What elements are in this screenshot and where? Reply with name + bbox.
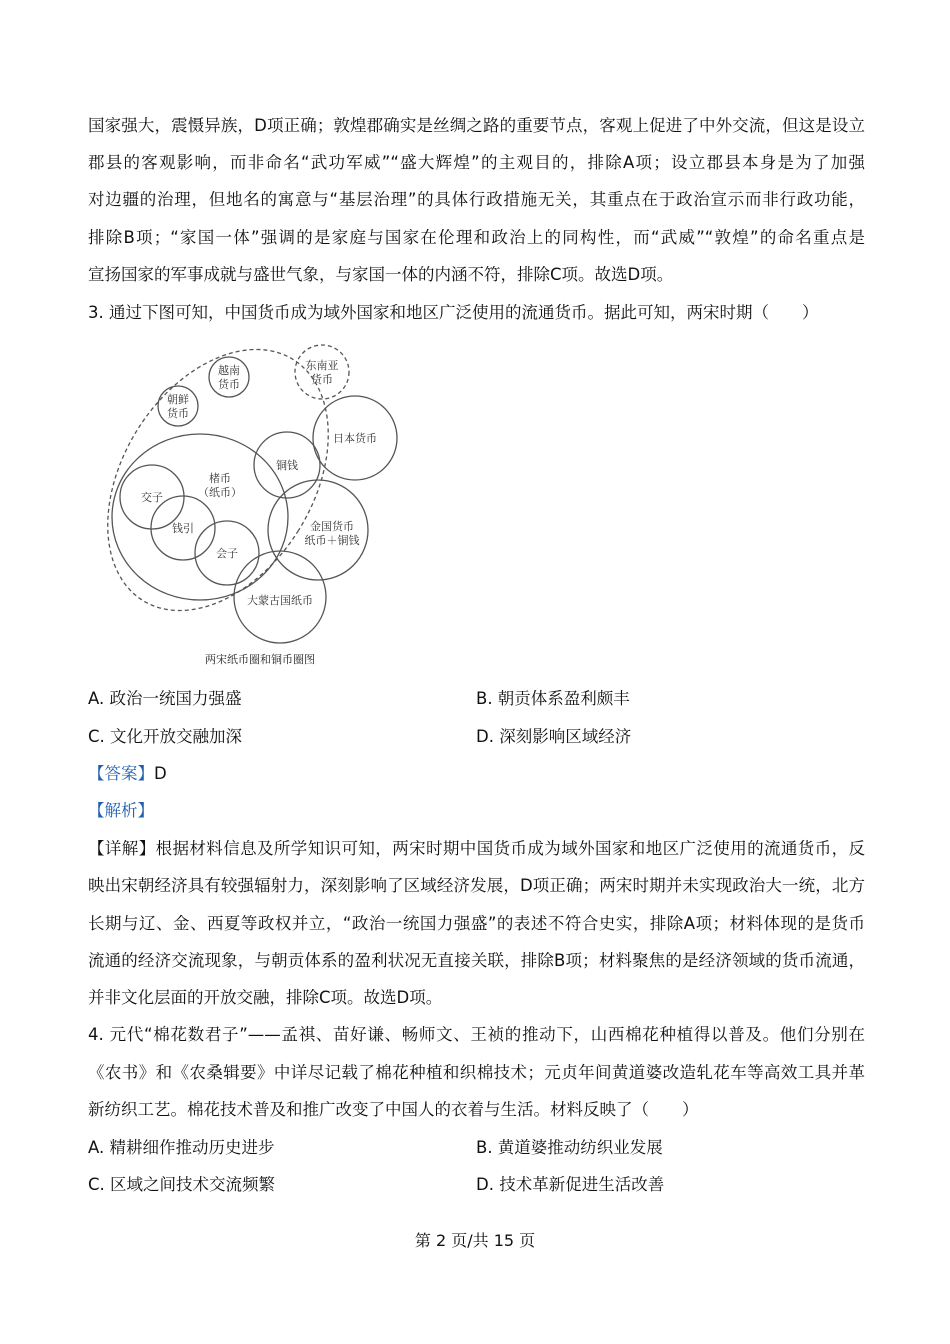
question-4-stem: 4. 元代“棉花数君子”——孟祺、苗好谦、畅师文、王祯的推动下，山西棉花种植得以普及。他们分别在 [88,1025,865,1044]
option-c: C. 文化开放交融加深 [88,727,243,746]
explanation-line: 宣扬国家的军事成就与盛世气象，与家国一体的内涵不符，排除C项。故选D项。 [88,265,674,284]
label-korea: 朝鲜 [167,393,189,406]
label-jin: 纸币＋铜钱 [304,534,360,547]
explanation-line: 郡县的客观影响，而非命名“武功军威”“盛大辉煌”的主观目的，排除A项；设立郡县本身是为了加强 [88,153,865,172]
question-4-stem: 新纺织工艺。棉花技术普及和推广改变了中国人的衣着与生活。材料反映了（ ） [88,1100,699,1119]
label-japan: 日本货币 [333,432,377,445]
detail-line: 映出宋朝经济具有较强辐射力，深刻影响了区域经济发展，D项正确；两宋时期并未实现政治大一统，北方 [88,876,865,895]
question-4-stem: 《农书》和《农桑辑要》中详尽记载了棉花种植和织棉技术；元贞年间黄道婆改造轧花车等高效工具并革 [88,1063,865,1082]
explanation-line: 国家强大，震慑异族，D项正确；敦煌郡确实是丝绸之路的重要节点，客观上促进了中外交流，但这是设立 [88,116,865,135]
detail-line: 并非文化层面的开放交融，排除C项。故选D项。 [88,988,443,1007]
explanation-line: 对边疆的治理，但地名的寓意与“基层治理”的具体行政措施无关，其重点在于政治宣示而非行政功能， [88,190,865,209]
label-qianyin: 钱引 [172,522,194,535]
label-korea: 货币 [167,407,189,420]
label-copper: 铜钱 [276,459,298,472]
label-jiaozi: 交子 [141,491,163,504]
label-sea: 货币 [311,373,333,386]
analysis-tag: 【解析】 [88,801,154,820]
currency-circle-diagram [100,340,410,670]
vietnam-circle [209,357,249,397]
label-vietnam: 越南 [218,364,240,377]
detail-line: 长期与辽、金、西夏等政权并立，“政治一统国力强盛”的表述不符合史实，排除A项；材料体现的是货币 [88,914,865,933]
detail-text: 根据材料信息及所学知识可知，两宋时期中国货币成为域外国家和地区广泛使用的流通货币，反 [155,839,866,858]
option-a: A. 精耕细作推动历史进步 [88,1138,275,1157]
sea-circle [295,345,349,399]
option-a: A. 政治一统国力强盛 [88,689,242,708]
detail-line [88,838,865,860]
label-huizi: 会子 [216,547,238,560]
answer-tag: 【答案】 [88,764,154,783]
korea-circle [158,386,198,426]
option-b: B. 黄道婆推动纺织业发展 [476,1138,663,1157]
explanation-line: 排除B项；“家国一体”强调的是家庭与国家在伦理和政治上的同构性，而“武威”“敦煌”的命名重点是 [88,228,865,247]
option-d: D. 技术革新促进生活改善 [476,1175,665,1194]
label-jin: 金国货币 [310,520,354,533]
question-3-stem: 3. 通过下图可知，中国货币成为域外国家和地区广泛使用的流通货币。据此可知，两宋时期（ ） [88,303,819,322]
label-vietnam: 货币 [218,378,240,391]
answer-value: D [154,764,167,783]
option-d: D. 深刻影响区域经济 [476,727,632,746]
figure-caption: 两宋纸币圈和铜币圈图 [205,653,315,666]
page-footer: 第 2 页/共 15 页 [414,1231,536,1250]
detail-tag: 【详解】 [88,839,156,858]
label-sea: 东南亚 [305,359,339,372]
answer-line [88,763,167,785]
label-chubi: 楮币 [209,472,231,485]
label-chubi: （纸币） [198,486,242,499]
detail-line: 流通的经济交流现象，与朝贡体系的盈利状况无直接关联，排除B项；材料聚焦的是经济领域的货币流通， [88,951,865,970]
option-b: B. 朝贡体系盈利颇丰 [476,689,630,708]
label-mongol: 大蒙古国纸币 [247,594,313,607]
option-c: C. 区域之间技术交流频繁 [88,1175,276,1194]
